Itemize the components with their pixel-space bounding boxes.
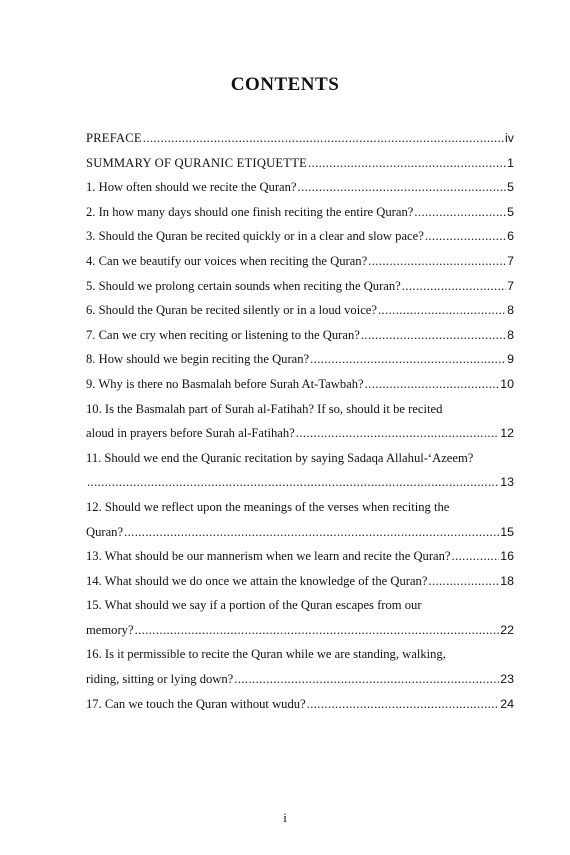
toc-entry-page-number: 12 <box>500 426 514 441</box>
dot-leader <box>425 224 506 249</box>
page-title: CONTENTS <box>230 74 340 95</box>
toc-entry <box>86 520 514 545</box>
toc-entry-title: 11. Should we end the Quranic recitation by saying Sadaqa Allahul-‘Azeem? <box>86 450 474 465</box>
toc-entry-title: memory? <box>86 622 134 637</box>
toc-entry-page-number: 15 <box>500 524 514 539</box>
dot-leader <box>143 126 504 151</box>
toc-entry-title: SUMMARY OF QURANIC ETIQUETTE <box>86 155 307 170</box>
toc-entry-page-number: 8 <box>507 303 514 318</box>
toc-entry <box>86 397 514 422</box>
dot-leader <box>402 274 506 299</box>
dot-leader <box>310 347 506 372</box>
toc-entry-title: 14. What should we do once we attain the knowledge of the Quran? <box>86 573 428 588</box>
toc-entry <box>86 274 514 299</box>
dot-leader <box>296 421 499 446</box>
toc-entry-title: PREFACE <box>86 131 142 145</box>
toc-entry <box>86 347 514 372</box>
toc-entry-page-number: 5 <box>507 204 514 219</box>
toc-entry <box>86 446 514 471</box>
toc-entry-title: 2. In how many days should one finish reciting the entire Quran? <box>86 204 414 219</box>
dot-leader <box>361 323 506 348</box>
toc-entry-title: 6. Should the Quran be recited silently or in a loud voice? <box>86 303 377 318</box>
toc-entry-title: 10. Is the Basmalah part of Surah al-Fatihah? If so, should it be recited <box>86 401 443 416</box>
toc-entry-page-number: 9 <box>507 352 514 367</box>
table-of-contents <box>86 126 514 716</box>
toc-entry <box>86 667 514 692</box>
toc-entry <box>86 593 514 618</box>
toc-entry <box>86 569 514 594</box>
dot-leader <box>307 692 500 717</box>
toc-entry <box>86 126 514 151</box>
toc-entry <box>86 323 514 348</box>
toc-entry <box>86 618 514 643</box>
dot-leader <box>298 175 507 200</box>
dot-leader <box>414 200 506 225</box>
dot-leader <box>308 151 506 176</box>
toc-entry-page-number: 23 <box>500 672 514 687</box>
toc-entry-title: 17. Can we touch the Quran without wudu? <box>86 696 306 711</box>
dot-leader <box>378 298 506 323</box>
toc-entry <box>86 421 514 446</box>
toc-entry-title: 13. What should be our mannerism when we learn and recite the Quran? <box>86 549 451 564</box>
toc-entry-page-number: 7 <box>507 253 514 268</box>
toc-entry <box>86 175 514 200</box>
toc-entry-title: 8. How should we begin reciting the Quran? <box>86 352 310 367</box>
page-number-footer: i <box>283 810 287 825</box>
toc-entry <box>86 298 514 323</box>
toc-entry-title: 5. Should we prolong certain sounds when reciting the Quran? <box>86 278 401 293</box>
dot-leader <box>124 520 499 545</box>
toc-entry <box>86 249 514 274</box>
toc-entry-title: 4. Can we beautify our voices when reciting the Quran? <box>86 253 368 268</box>
dot-leader <box>365 372 500 397</box>
toc-entry-title: 16. Is it permissible to recite the Quran while we are standing, walking, <box>86 647 446 662</box>
toc-entry <box>86 495 514 520</box>
toc-entry-page-number: 7 <box>507 278 514 293</box>
toc-entry <box>86 151 514 176</box>
toc-entry-title: 12. Should we reflect upon the meanings of the verses when reciting the <box>86 499 450 514</box>
dot-leader <box>135 618 500 643</box>
toc-entry-title: riding, sitting or lying down? <box>86 672 234 687</box>
toc-entry-page-number: 10 <box>500 376 514 391</box>
toc-entry-page-number: 22 <box>500 622 514 637</box>
toc-entry-title: 3. Should the Quran be recited quickly or in a clear and slow pace? <box>86 229 424 244</box>
toc-entry-page-number: 13 <box>500 475 514 490</box>
toc-entry-page-number: 16 <box>500 549 514 564</box>
dot-leader <box>368 249 506 274</box>
toc-entry-page-number: 24 <box>500 696 514 711</box>
toc-entry-title: 9. Why is there no Basmalah before Surah At-Tawbah? <box>86 376 364 391</box>
toc-entry <box>86 200 514 225</box>
toc-entry-page-number: 6 <box>507 229 514 244</box>
toc-entry-title: Quran? <box>86 524 124 539</box>
toc-entry-title: aloud in prayers before Surah al-Fatihah? <box>86 426 295 441</box>
dot-leader <box>428 569 499 594</box>
toc-entry <box>86 544 514 569</box>
toc-entry <box>86 372 514 397</box>
dot-leader <box>234 667 499 692</box>
toc-entry-page-number: 18 <box>500 573 514 588</box>
toc-entry <box>86 692 514 717</box>
toc-entry-page-number: 1 <box>507 155 514 170</box>
toc-entry-title: 7. Can we cry when reciting or listening to the Quran? <box>86 327 360 342</box>
dot-leader <box>452 544 500 569</box>
toc-entry <box>86 470 514 495</box>
toc-entry-page-number: 5 <box>507 180 514 195</box>
toc-entry <box>86 642 514 667</box>
toc-entry-page-number: iv <box>505 131 514 145</box>
toc-entry-title: 15. What should we say if a portion of the Quran escapes from our <box>86 598 422 613</box>
toc-entry-title: 1. How often should we recite the Quran? <box>86 180 297 195</box>
toc-entry <box>86 224 514 249</box>
toc-entry-page-number: 8 <box>507 327 514 342</box>
dot-leader <box>87 470 499 495</box>
